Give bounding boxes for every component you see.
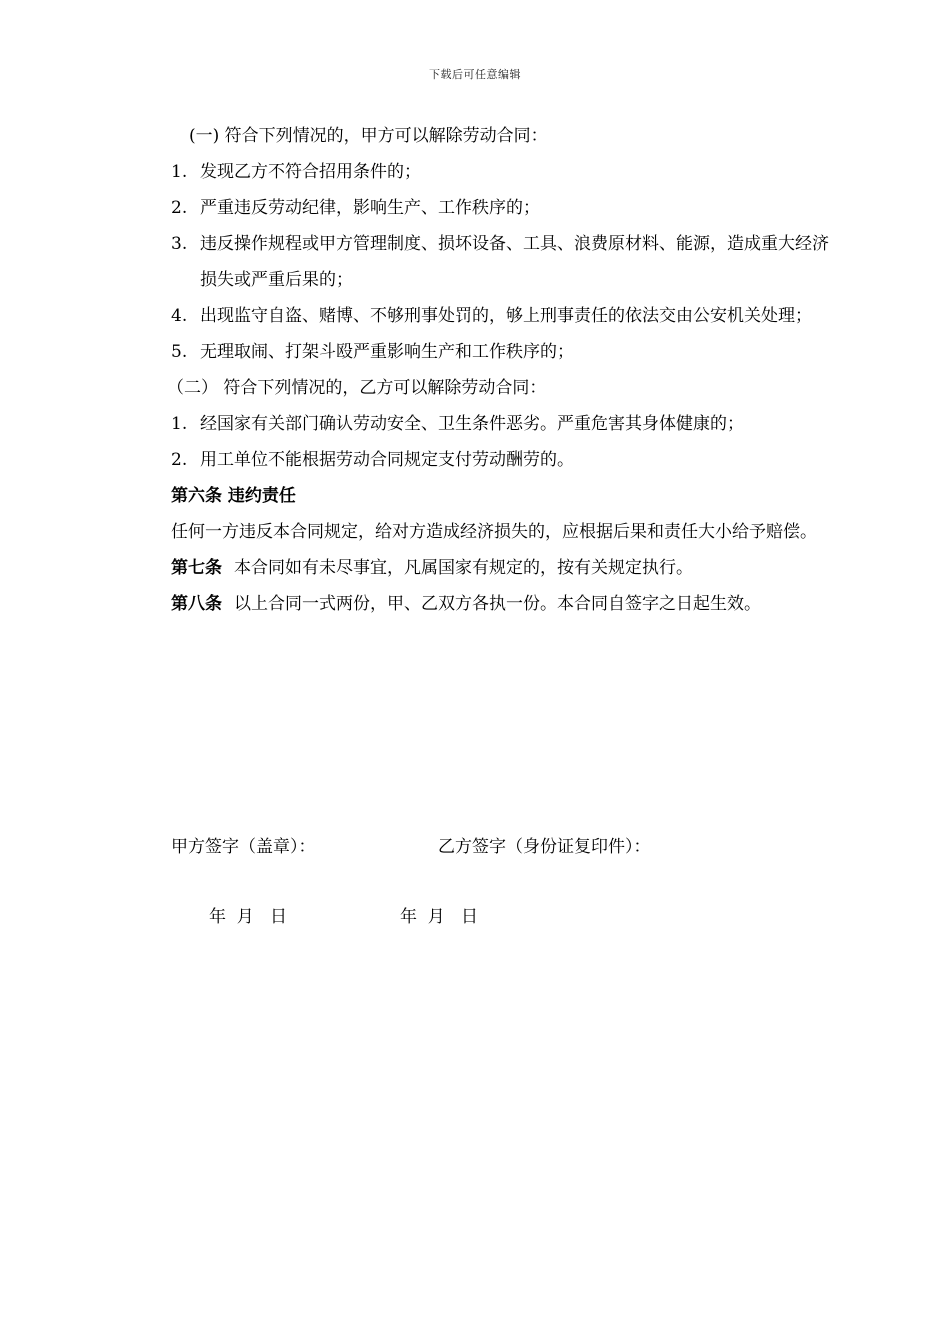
list-item-text: 出现监守自盗、赌博、不够刑事处罚的，够上刑事责任的依法交由公安机关处理； [200, 306, 812, 326]
section1-heading: (一) 符合下列情况的，甲方可以解除劳动合同： [189, 126, 548, 146]
list-item-text: 违反操作规程或甲方管理制度、损坏设备、工具、浪费原材料、能源，造成重大经济损失或严重后果的； [200, 234, 829, 290]
list-item-number: 4. [171, 306, 188, 326]
list-item-number: 1. [171, 414, 188, 434]
article8-label: 第八条 [171, 594, 222, 614]
article6-title: 第六条 违约责任 [171, 486, 296, 506]
list-item-text: 无理取闹、打架斗殴严重影响生产和工作秩序的； [200, 342, 574, 362]
list-item-number: 2. [171, 198, 188, 218]
list-item [171, 406, 841, 442]
list-item [171, 298, 841, 334]
list-item-text: 用工单位不能根据劳动合同规定支付劳动酬劳的。 [200, 450, 574, 470]
party-b-signature-label: 乙方签字（身份证复印件）： [438, 837, 651, 857]
list-item-number: 5. [171, 342, 188, 362]
list-item-number: 2. [171, 450, 188, 470]
article6-paragraph [171, 514, 841, 550]
list-item [171, 154, 841, 190]
list-item-text: 严重违反劳动纪律，影响生产、工作秩序的； [200, 198, 540, 218]
party-b-date: 年 月 日 [400, 907, 479, 927]
article6-text: 任何一方违反本合同规定，给对方造成经济损失的，应根据后果和责任大小给予赔偿。 [171, 522, 817, 542]
article7-text: 本合同如有未尽事宜，凡属国家有规定的，按有关规定执行。 [234, 558, 693, 578]
date-row [171, 902, 841, 932]
party-a-date: 年 月 日 [209, 907, 288, 927]
article7-label: 第七条 [171, 558, 222, 578]
list-item [171, 334, 841, 370]
list-item [171, 190, 841, 226]
list-item-number: 1. [171, 162, 188, 182]
list-item-number: 3. [171, 234, 188, 254]
section2-heading: （二） 符合下列情况的，乙方可以解除劳动合同： [167, 378, 547, 398]
party-a-signature-label: 甲方签字（盖章）： [171, 837, 316, 857]
page-header-note: 下载后可任意编辑 [429, 68, 521, 81]
article8 [171, 586, 841, 622]
list-item-text: 经国家有关部门确认劳动安全、卫生条件恶劣。严重危害其身体健康的； [200, 414, 744, 434]
list-item [171, 226, 841, 298]
contract-body [167, 118, 841, 622]
list-item-text: 发现乙方不符合招用条件的； [200, 162, 421, 182]
signature-row [171, 832, 841, 862]
article7 [171, 550, 841, 586]
list-item [171, 442, 841, 478]
article8-text: 以上合同一式两份，甲、乙双方各执一份。本合同自签字之日起生效。 [234, 594, 761, 614]
